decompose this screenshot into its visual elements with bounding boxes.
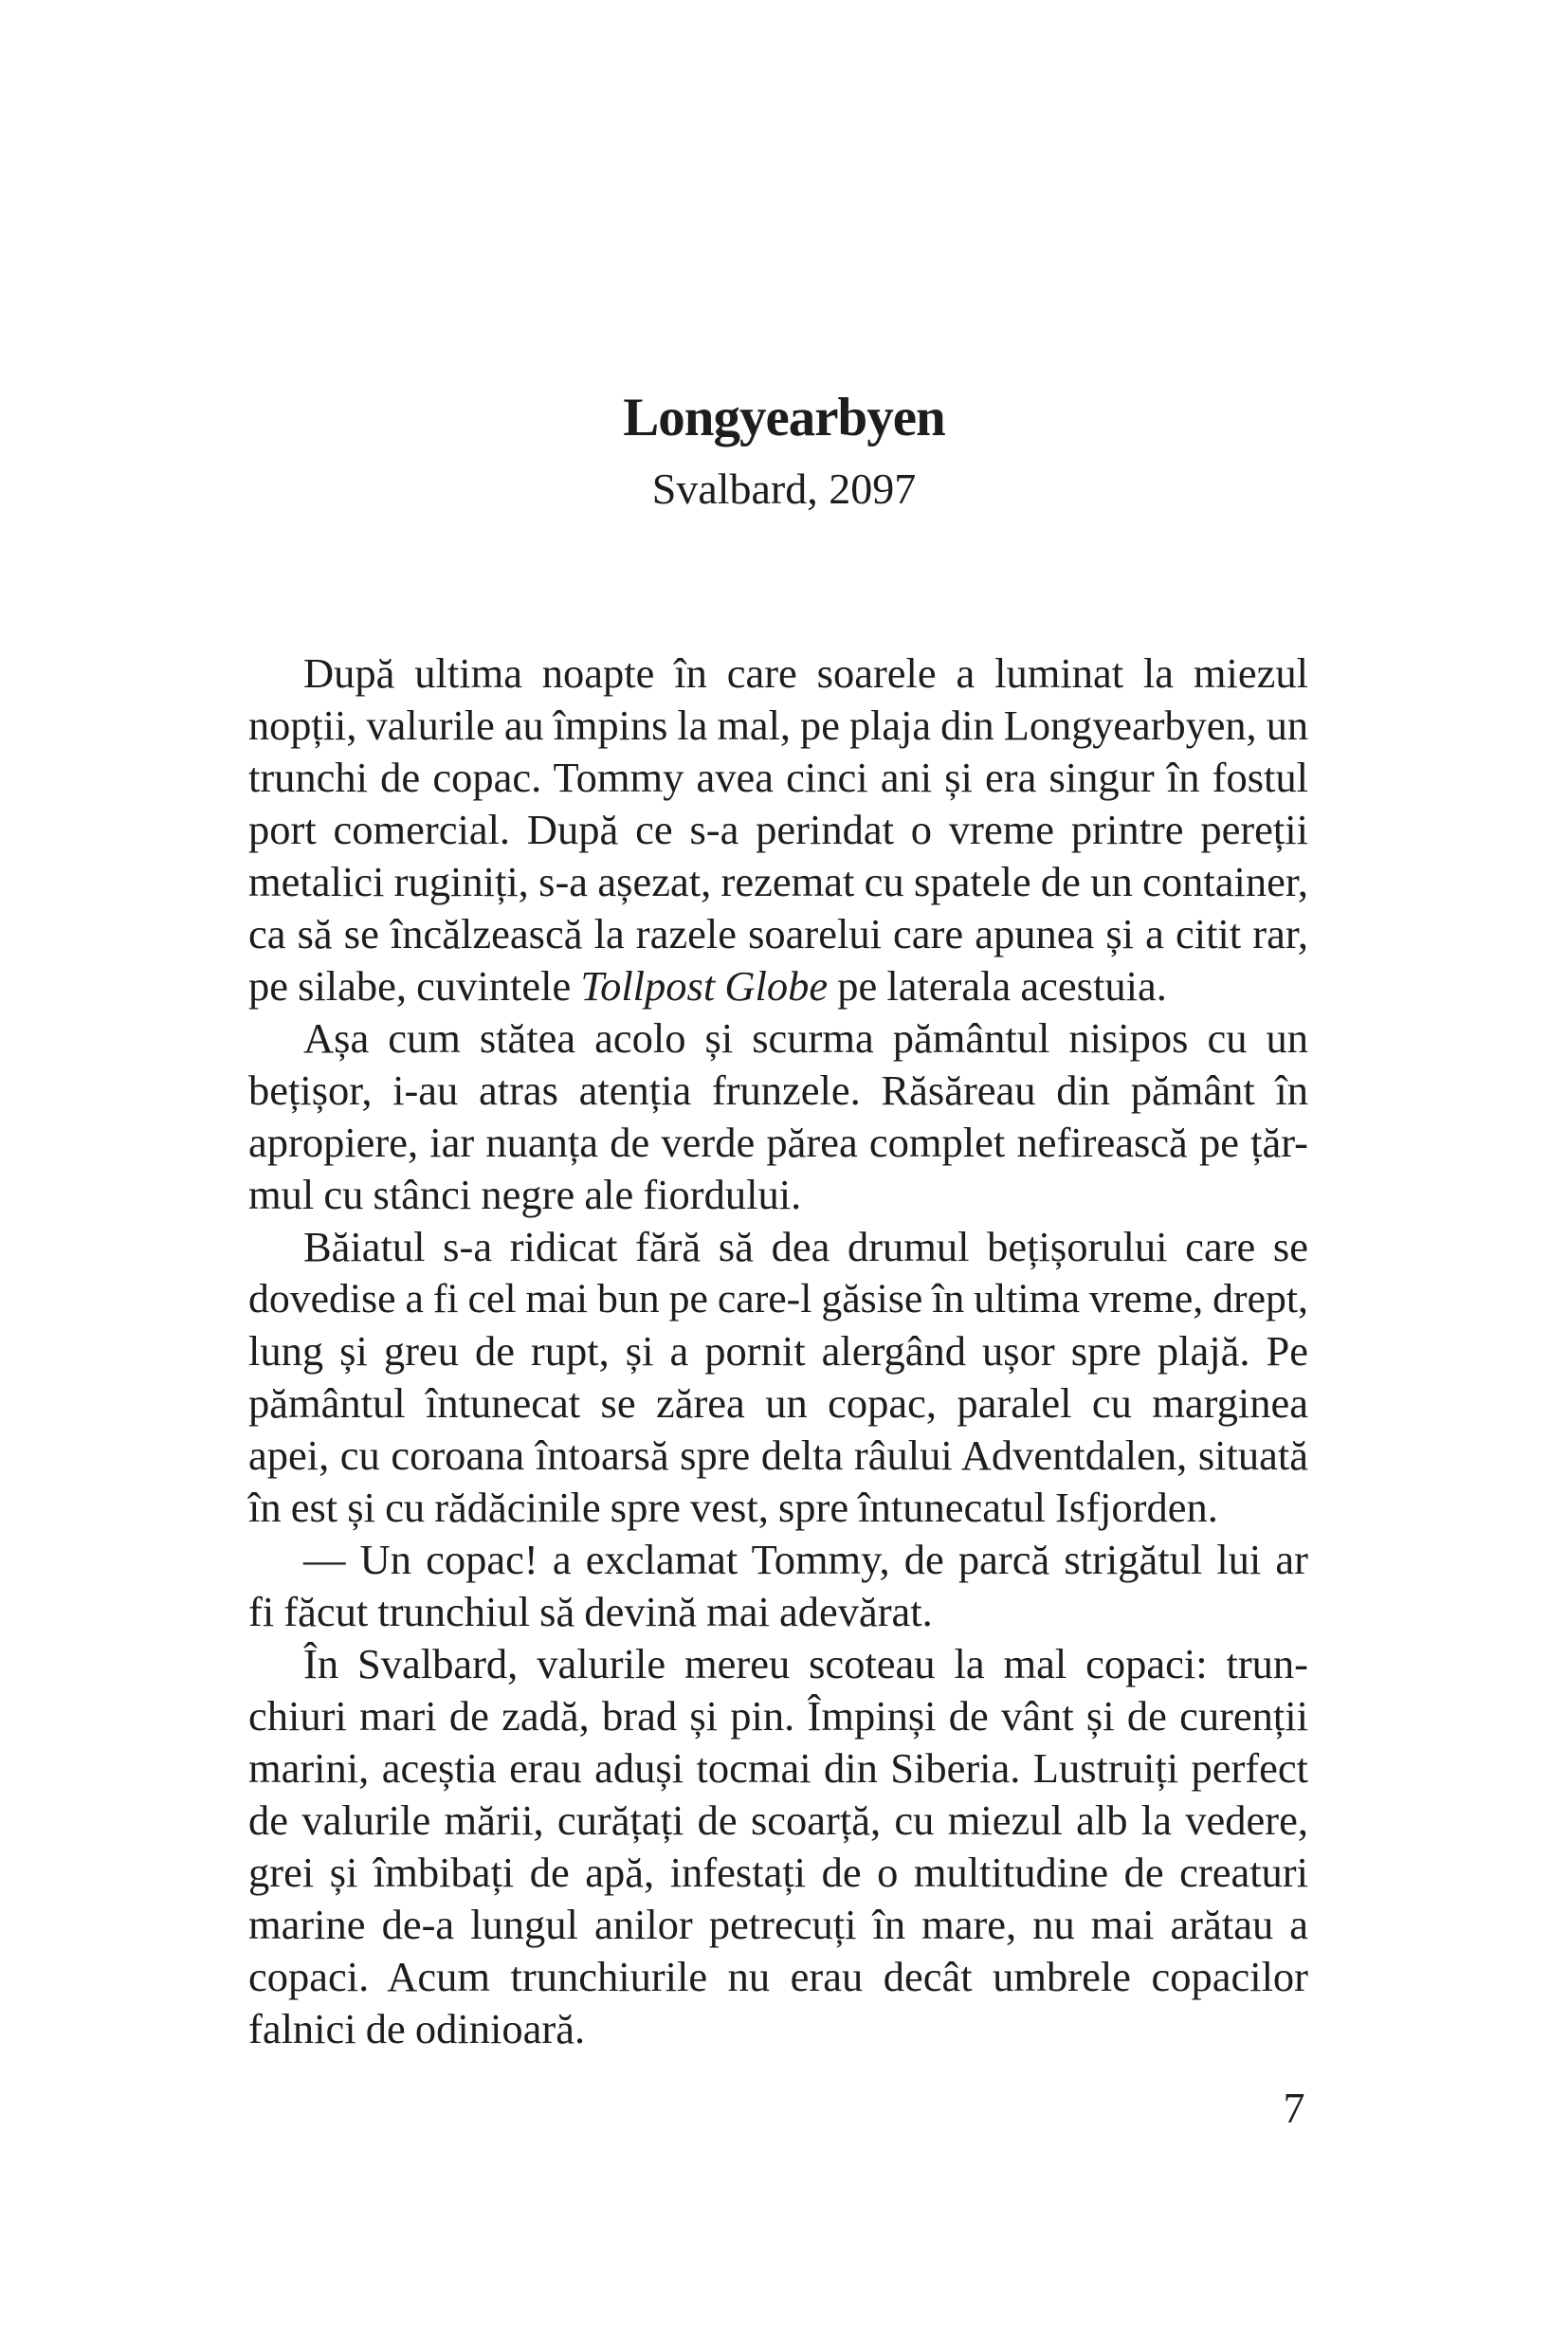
text-line: metalici ruginiți, s-a așezat, rezemat cu spatele de un container, (248, 858, 1308, 905)
text-line: Așa cum stătea acolo și scurma pământul nisipos cu un (303, 1014, 1308, 1062)
body-text (248, 647, 1308, 2055)
text-run: pe laterala acestuia. (828, 962, 1167, 1010)
text-line: de valurile mării, curățați de scoarță, cu miezul alb la vedere, (248, 1796, 1308, 1844)
text-line: copaci. Acum trunchiurile nu erau decât umbrele copacilor (248, 1953, 1308, 2000)
text-line: pământul întunecat se zărea un copac, paralel cu marginea (248, 1379, 1308, 1427)
paragraph-4-dialogue (248, 1534, 1308, 1638)
paragraph-2 (248, 1012, 1308, 1221)
text-line: Băiatul s-a ridicat fără să dea drumul bețișorului care se (303, 1223, 1308, 1270)
text-line: în est și cu rădăcinile spre vest, spre întunecatul Isfjorden. (248, 1484, 1218, 1531)
text-line: dovedise a fi cel mai bun pe care-l găsise în ultima vreme, drept, (248, 1276, 1308, 1321)
paragraph-1 (248, 647, 1308, 1012)
text-line: apropiere, iar nuanța de verde părea complet nefirească pe țăr- (248, 1119, 1308, 1166)
text-line: bețișor, i-au atras atenția frunzele. Răsăreau din pământ în (248, 1066, 1308, 1114)
text-line: — Un copac! a exclamat Tommy, de parcă strigătul lui ar (303, 1536, 1308, 1583)
text-line: fi făcut trunchiul să devină mai adevărat. (248, 1588, 933, 1635)
text-line: În Svalbard, valurile mereu scoteau la mal copaci: trun- (303, 1640, 1308, 1687)
chapter-title: Longyearbyen (623, 388, 945, 447)
text-run: pe silabe, cuvintele (248, 962, 581, 1010)
page-number: 7 (1283, 2084, 1305, 2132)
text-line (248, 960, 1308, 1012)
text-line: lung și greu de rupt, și a pornit alergând ușor spre plajă. Pe (248, 1327, 1308, 1375)
text-line: grei și îmbibați de apă, infestați de o multitudine de creaturi (248, 1849, 1308, 1896)
paragraph-5 (248, 1638, 1308, 2055)
text-line: marine de-a lungul anilor petrecuți în mare, nu mai arătau a (248, 1901, 1308, 1948)
text-line: ca să se încălzească la razele soarelui care apunea și a citit rar, (248, 910, 1308, 957)
paragraph-3 (248, 1221, 1308, 1534)
text-line: port comercial. După ce s-a perindat o vreme printre pereții (248, 806, 1308, 853)
text-line: chiuri mari de zadă, brad și pin. Împinși de vânt și de curenții (248, 1692, 1308, 1740)
text-line: mul cu stânci negre ale fiordului. (248, 1171, 802, 1218)
chapter-subtitle: Svalbard, 2097 (651, 465, 917, 513)
text-line: marini, aceștia erau aduși tocmai din Siberia. Lustruiți perfect (248, 1744, 1308, 1792)
text-line: trunchi de copac. Tommy avea cinci ani și era singur în fostul (248, 754, 1308, 801)
italic-title: Tollpost Globe (580, 962, 829, 1010)
text-line: falnici de odinioară. (248, 2005, 586, 2052)
text-line: După ultima noapte în care soarele a luminat la miezul (303, 649, 1308, 697)
text-line: nopții, valurile au împins la mal, pe plaja din Longyearbyen, un (248, 702, 1308, 749)
text-line: apei, cu coroana întoarsă spre delta râului Adventdalen, situată (248, 1431, 1308, 1479)
